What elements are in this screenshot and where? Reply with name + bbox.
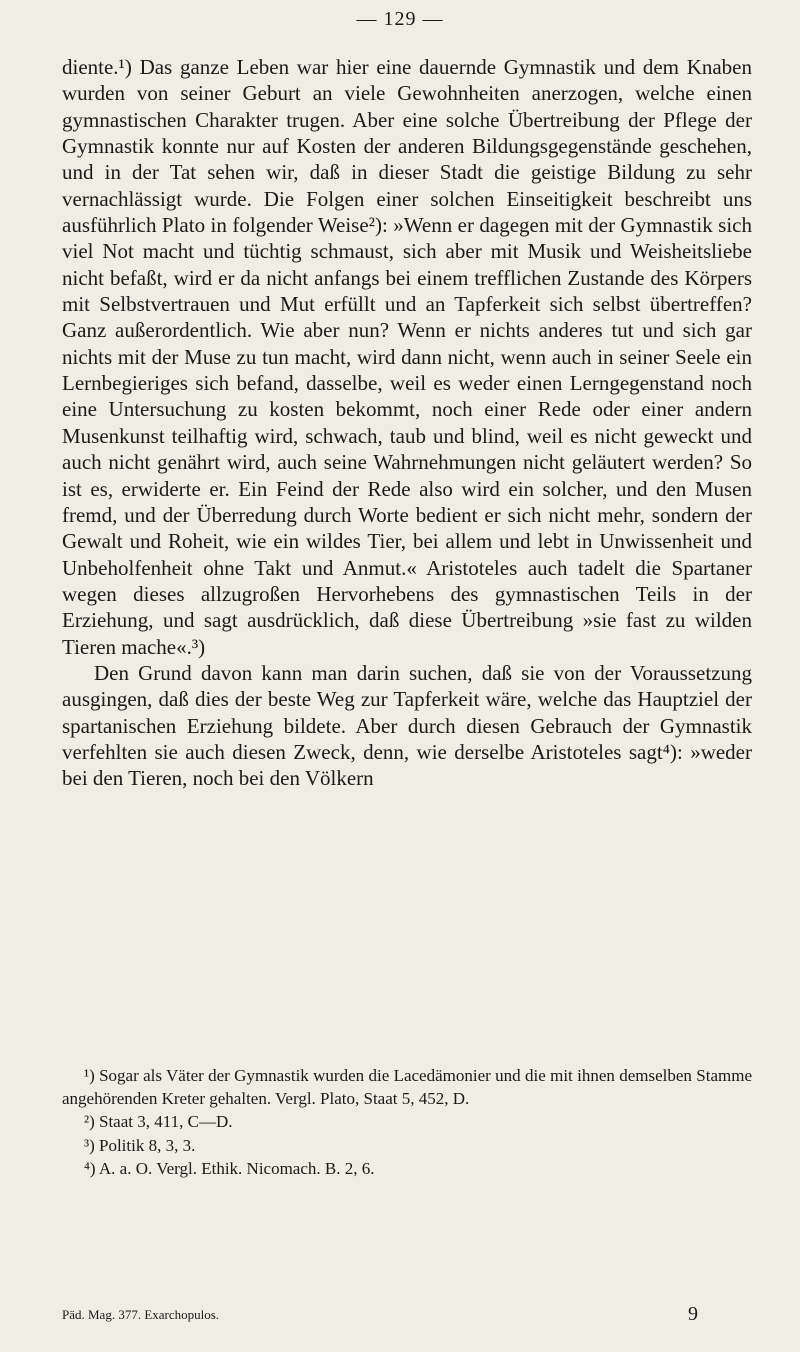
footnote-2: ²) Staat 3, 411, C—D. — [84, 1112, 233, 1132]
journal-reference: Päd. Mag. 377. Exarchopulos. — [62, 1307, 220, 1322]
signature-mark: 9 — [688, 1303, 698, 1325]
page-footer — [62, 1303, 752, 1325]
main-text — [62, 54, 752, 792]
paragraph-1: diente.¹) Das ganze Leben war hier eine dauernde Gymnastik und dem Knaben wurden von seiner Geburt an viele Gewohnheiten anerzogen, welche einen gymnastischen Charakter trugen. Aber eine solche Übertreibung der Pflege der Gymnastik konnte nur auf Kosten der anderen Bildungsgegenstände geschehen, und in der Tat sehen wir, daß in dieser Stadt die geistige Bildung zu sehr vernachlässigt wurde. Die Folgen einer solchen Einseitigkeit beschreibt uns ausführlich Plato in folgender Weise²): »Wenn er dagegen mit der Gymnastik sich viel Not macht und tüchtig schmaust, sich aber mit Musik und Weisheitsliebe nicht befaßt, wird er da nicht anfangs bei einem trefflichen Zustande des Körpers mit Selbstvertrauen und Mut erfüllt und an Tapferkeit sich selbst übertreffen? Ganz außerordentlich. Wie aber nun? Wenn er nichts anderes tut und sich gar nichts mit der Muse zu tun macht, wird dann nicht, wenn auch in seiner Seele ein Lernbegieriges sich befand, dasselbe, weil es weder einen Lerngegenstand noch eine Untersuchung zu kosten bekommt, noch einer Rede oder einer andern Musenkunst teilhaftig wird, schwach, taub und blind, weil es nicht geweckt und auch nicht genährt wird, auch seine Wahrnehmungen nicht geläutert werden? So ist es, erwiderte er. Ein Feind der Rede also wird ein solcher, und den Musen fremd, und der Überredung durch Worte bedient er sich nicht mehr, sondern der Gewalt und Roheit, wie ein wildes Tier, bei allem und lebt in Unwissenheit und Unbeholfenheit ohne Takt und Anmut.« Aristoteles auch tadelt die Spartaner wegen dieses allzugroßen Hervorhebens des gymnastischen Teils in der Erziehung, und sagt ausdrücklich, daß diese Übertreibung »sie fast zu wilden Tieren mache«.³) — [62, 55, 752, 659]
footnotes — [62, 1064, 752, 1180]
page-number: — 129 — — [356, 8, 444, 30]
footnote-1: ¹) Sogar als Väter der Gymnastik wurden die Lacedämonier und die mit ihnen demselben Stamme angehörenden Kreter gehalten. Vergl. Plato, Staat 5, 452, D. — [62, 1066, 752, 1109]
footnote-4: ⁴) A. a. O. Vergl. Ethik. Nicomach. B. 2, 6. — [84, 1158, 375, 1178]
footnote-3: ³) Politik 8, 3, 3. — [84, 1135, 196, 1155]
paragraph-2: Den Grund davon kann man darin suchen, daß sie von der Voraussetzung ausgingen, daß dies der beste Weg zur Tapferkeit wäre, welche das Hauptziel der spartanischen Erziehung bildete. Aber durch diesen Gebrauch der Gymnastik verfehlten sie auch diesen Zweck, denn, wie derselbe Aristoteles sagt⁴): »weder bei den Tieren, noch bei den Völkern — [62, 660, 752, 791]
